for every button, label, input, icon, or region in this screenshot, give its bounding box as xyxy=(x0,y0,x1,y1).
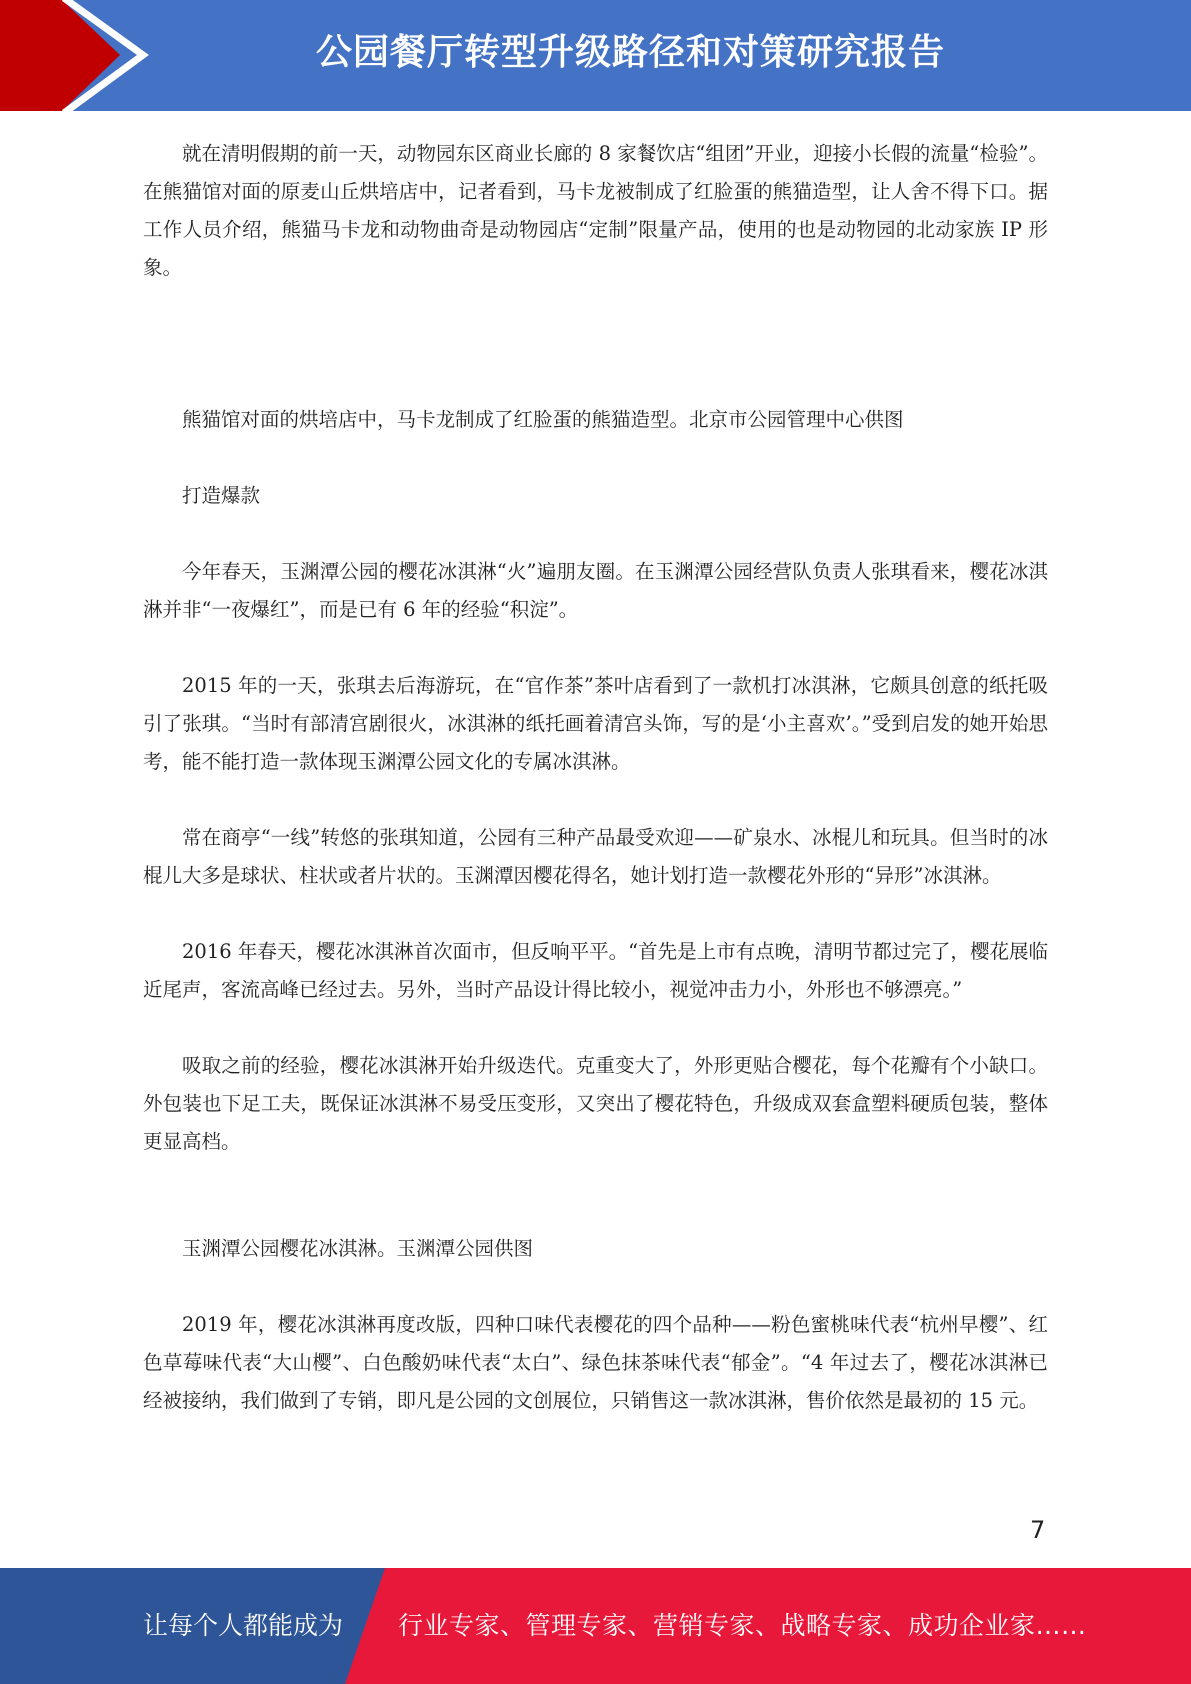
paragraph-7: 2019 年，樱花冰淇淋再度改版，四种口味代表樱花的四个品种——粉色蜜桃味代表“杭州早樱”、红色草莓味代表“大山樱”、白色酸奶味代表“太白”、绿色抹茶味代表“郁金”。“4 年过去了，樱花冰淇淋已经被接纳，我们做到了专销，即凡是公园的文创展位，只销售这一款冰淇淋，售价依然是最初的 15 元。 xyxy=(143,1313,1048,1412)
paragraph-1: 就在清明假期的前一天，动物园东区商业长廊的 8 家餐饮店“组团”开业，迎接小长假的流量“检验”。在熊猫馆对面的原麦山丘烘培店中，记者看到，马卡龙被制成了红脸蛋的熊猫造型，让人舍不得下口。据工作人员介绍，熊猫马卡龙和动物曲奇是动物园店“定制”限量产品，使用的也是动物园的北动家族 IP 形象。 xyxy=(143,142,1048,279)
section-subheading: 打造爆款 xyxy=(182,484,261,507)
paragraph-2: 今年春天，玉渊潭公园的樱花冰淇淋“火”遍朋友圈。在玉渊潭公园经营队负责人张琪看来，樱花冰淇淋并非“一夜爆红”，而是已有 6 年的经验“积淀”。 xyxy=(143,560,1048,621)
page-header xyxy=(0,0,1191,111)
header-title: 公园餐厅转型升级路径和对策研究报告 xyxy=(315,32,945,73)
photo-caption-1: 熊猫馆对面的烘培店中，马卡龙制成了红脸蛋的熊猫造型。北京市公园管理中心供图 xyxy=(182,408,904,431)
header-chevron-icon xyxy=(0,0,160,111)
footer-slogan-left: 让每个人都能成为 xyxy=(143,1611,344,1640)
footer-slogan-right: 行业专家、管理专家、营销专家、战略专家、成功企业家…… xyxy=(398,1611,1087,1640)
page-footer xyxy=(0,1568,1191,1684)
paragraph-3: 2015 年的一天，张琪去后海游玩，在“官作茶”茶叶店看到了一款机打冰淇淋，它颇具创意的纸托吸引了张琪。“当时有部清宫剧很火，冰淇淋的纸托画着清宫头饰，写的是‘小主喜欢’。”受到启发的她开始思考，能不能打造一款体现玉渊潭公园文化的专属冰淇淋。 xyxy=(143,674,1048,773)
photo-caption-2: 玉渊潭公园樱花冰淇淋。玉渊潭公园供图 xyxy=(182,1237,534,1260)
paragraph-6: 吸取之前的经验，樱花冰淇淋开始升级迭代。克重变大了，外形更贴合樱花，每个花瓣有个小缺口。外包装也下足工夫，既保证冰淇淋不易受压变形，又突出了樱花特色，升级成双套盒塑料硬质包装，整体更显高档。 xyxy=(143,1054,1048,1153)
paragraph-4: 常在商亭“一线”转悠的张琪知道，公园有三种产品最受欢迎——矿泉水、冰棍儿和玩具。但当时的冰棍儿大多是球状、柱状或者片状的。玉渊潭因樱花得名，她计划打造一款樱花外形的“异形”冰淇淋。 xyxy=(143,826,1048,887)
paragraph-5: 2016 年春天，樱花冰淇淋首次面市，但反响平平。“首先是上市有点晚，清明节都过完了，樱花展临近尾声，客流高峰已经过去。另外，当时产品设计得比较小，视觉冲击力小，外形也不够漂亮。” xyxy=(143,940,1048,1001)
article-body xyxy=(143,135,1048,1420)
page-number: 7 xyxy=(1030,1516,1046,1544)
